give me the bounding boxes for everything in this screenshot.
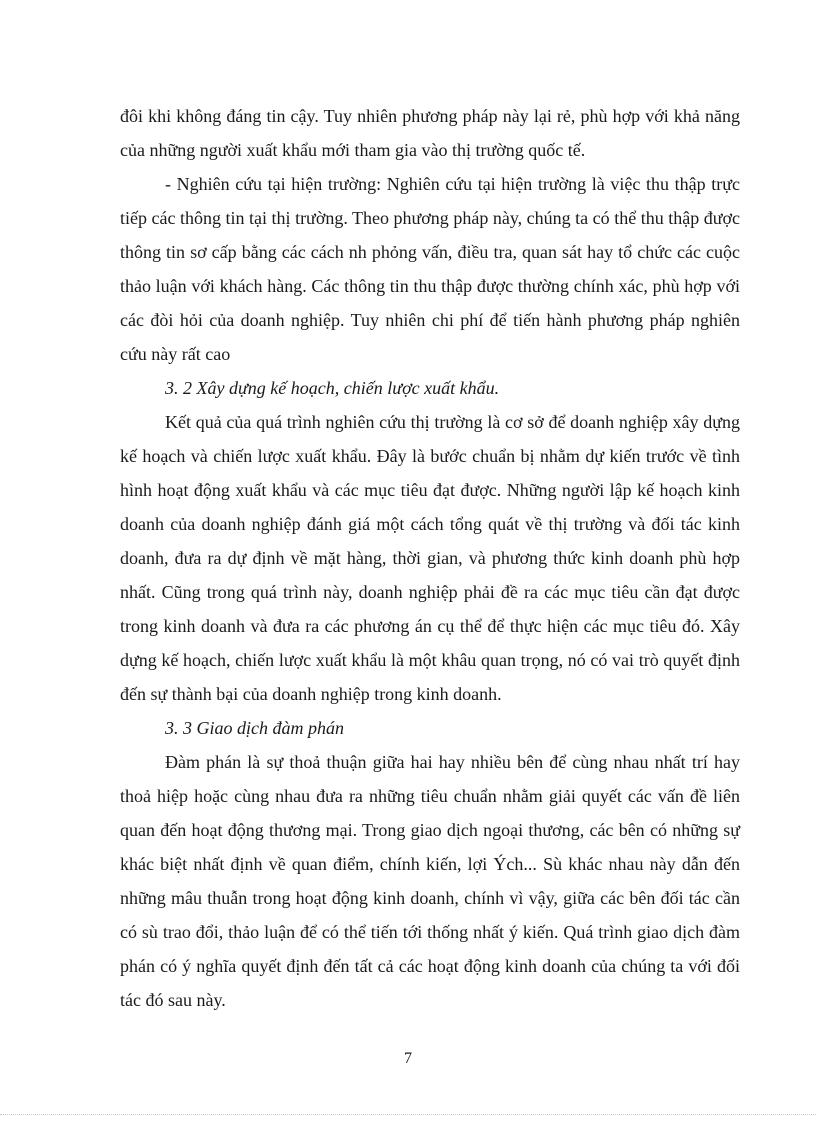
paragraph-continuation: đôi khi không đáng tin cậy. Tuy nhiên phương pháp này lại rẻ, phù hợp với khả năng của những người xuất khẩu mới tham gia vào thị trường quốc tế. <box>120 106 740 160</box>
paragraph-export-plan: Kết quả của quá trình nghiên cứu thị trường là cơ sở để doanh nghiệp xây dựng kế hoạch và chiến lược xuất khẩu. Đây là bước chuẩn bị nhằm dự kiến trước về tình hình hoạt động xuất khẩu và các mục tiêu đạt được. Những người lập kế hoạch kinh doanh của doanh nghiệp đánh giá một cách tổng quát về thị trường và đối tác kinh doanh, đưa ra dự định về mặt hàng, thời gian, và phương thức kinh doanh phù hợp nhất. Cũng trong quá trình này, doanh nghiệp phải đề ra các mục tiêu cần đạt được trong kinh doanh và đưa ra các phương án cụ thể để thực hiện các mục tiêu đó. Xây dựng kế hoạch, chiến lược xuất khẩu là một khâu quan trọng, nó có vai trò quyết định đến sự thành bại của doanh nghiệp trong kinh doanh. <box>120 412 740 704</box>
paragraph-field-research: - Nghiên cứu tại hiện trường: Nghiên cứu tại hiện trường là việc thu thập trực tiếp các thông tin tại thị trường. Theo phương pháp này, chúng ta có thể thu thập được thông tin sơ cấp bằng các cách nh phỏng vấn, điều tra, quan sát hay tổ chức các cuộc thảo luận với khách hàng. Các thông tin thu thập được thường chính xác, phù hợp với các đòi hỏi của doanh nghiệp. Tuy nhiên chi phí để tiến hành phương pháp nghiên cứu này rất cao <box>120 174 740 364</box>
page-number: 7 <box>404 1050 412 1067</box>
body-text <box>120 99 740 1017</box>
section-heading-3-3: 3. 3 Giao dịch đàm phán <box>165 718 344 738</box>
section-heading-3-2: 3. 2 Xây dựng kế hoạch, chiến lược xuất khẩu. <box>165 378 500 398</box>
page-bottom-divider <box>0 1114 816 1115</box>
paragraph-negotiation: Đàm phán là sự thoả thuận giữa hai hay nhiều bên để cùng nhau nhất trí hay thoả hiệp hoặc cùng nhau đưa ra những tiêu chuẩn nhằm giải quyết các vấn đề liên quan đến hoạt động thương mại. Trong giao dịch ngoại thương, các bên có những sự khác biệt nhất định về quan điểm, chính kiến, lợi Ých... Sù khác nhau này dẫn đến những mâu thuẫn trong hoạt động kinh doanh, chính vì vậy, giữa các bên đối tác cần có sù trao đổi, thảo luận để có thể tiến tới thống nhất ý kiến. Quá trình giao dịch đàm phán có ý nghĩa quyết định đến tất cả các hoạt động kinh doanh của chúng ta với đối tác đó sau này. <box>120 752 740 1010</box>
